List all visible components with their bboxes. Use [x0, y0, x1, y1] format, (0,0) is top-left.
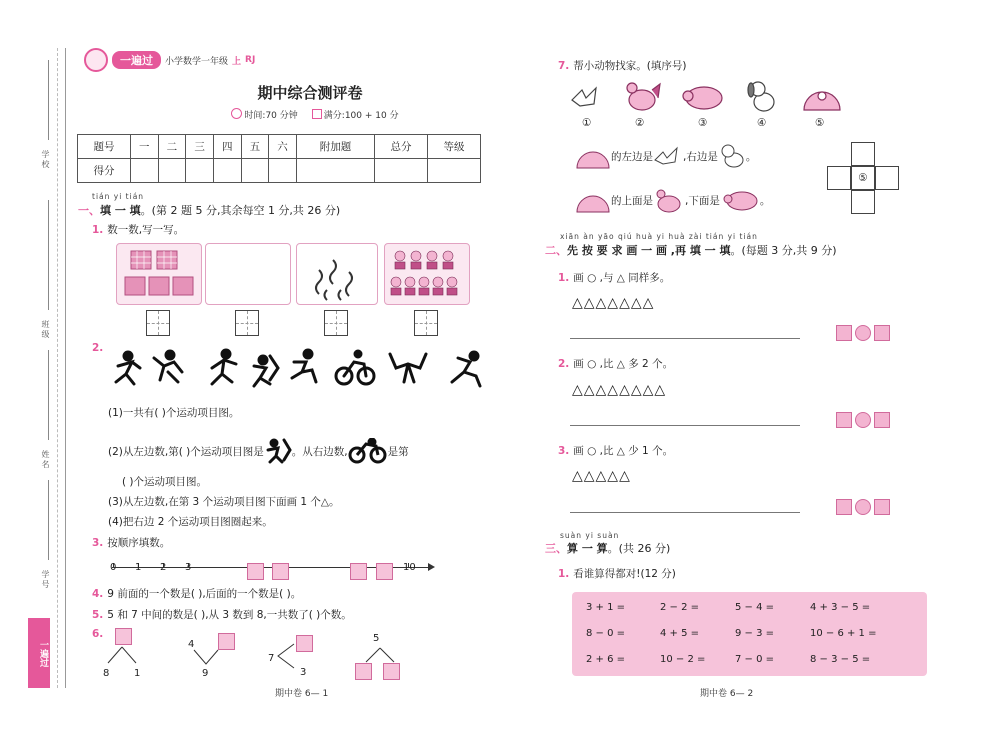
tree-right: 9	[202, 668, 209, 679]
bird-icon	[572, 88, 596, 106]
answer-box[interactable]	[235, 310, 259, 336]
rating-circle-icon[interactable]	[855, 412, 871, 428]
margin-rule	[48, 350, 49, 440]
nl-label: 2	[160, 562, 167, 573]
q1-5-text: 5 和 7 中间的数是( ),从 3 数到 8,一共数了( )个数。	[107, 609, 352, 621]
tree-left: 8	[103, 668, 110, 679]
score-input-cell[interactable]	[130, 159, 158, 183]
archery-icon	[264, 438, 292, 464]
rating-circle-icon[interactable]	[855, 325, 871, 341]
sport-icon	[254, 356, 278, 386]
answer-box[interactable]	[146, 310, 170, 336]
peacock-icon	[804, 92, 840, 110]
q1-3-text: 按顺序填数。	[107, 537, 171, 549]
calc-item: 8 − 3 − 5 =	[810, 654, 871, 665]
number-blank-box[interactable]	[376, 563, 393, 580]
animal-label: ④	[757, 117, 767, 129]
calc-item: 5 − 4 =	[735, 602, 775, 613]
margin-label-number: 学号	[41, 570, 50, 590]
margin-label-name: 姓名	[41, 450, 50, 470]
q1-2-number: 2.	[92, 342, 104, 354]
q1-6-number: 6.	[92, 628, 104, 640]
q1-5-number: 5.	[92, 609, 104, 621]
calc-item: 4 + 5 =	[660, 628, 700, 639]
nl-label: 10	[403, 562, 416, 573]
sport-icon	[336, 351, 374, 384]
q1-5	[92, 607, 352, 622]
q1-2-b-text: (2)从左边数,第( )个运动项目图是	[108, 445, 264, 458]
q1-3	[92, 535, 170, 550]
answer-box[interactable]	[414, 310, 438, 336]
check-icon	[312, 109, 322, 119]
sport-icon	[292, 350, 316, 382]
house-top[interactable]	[851, 142, 875, 166]
score-header-cell: 二	[158, 135, 186, 159]
animal-label: ⑤	[815, 117, 825, 129]
section1-title: 填 一 填	[100, 204, 141, 217]
brand-vertical-text: 一遍过	[38, 639, 48, 667]
calc-item: 7 − 0 =	[735, 654, 775, 665]
triangles: △△△△△	[572, 468, 631, 484]
page-number-right: 期中卷 6— 2	[700, 689, 754, 699]
rating-circle-icon[interactable]	[855, 499, 871, 515]
section3-heading: 三、算 一 算。(共 26 分)	[545, 542, 671, 555]
section2-heading: 二、先 按 要 求 画 一 画 ,再 填 一 填。(每题 3 分,共 9 分)	[545, 244, 837, 257]
q1-2-b	[108, 438, 409, 464]
nl-label: 1	[135, 562, 142, 573]
section1-pinyin: tián yi tián	[92, 192, 145, 201]
q3-1: 1. 看谁算得都对!(12 分)	[558, 568, 676, 580]
q1-3-number: 3.	[92, 537, 104, 549]
rating-square-icon[interactable]	[874, 499, 890, 515]
tree-top: 5	[373, 633, 380, 644]
q1-4-text: 9 前面的一个数是( ),后面的一个数是( )。	[107, 588, 302, 600]
triangles: △△△△△△△△	[572, 382, 667, 398]
empty-frame	[205, 243, 291, 305]
section1-note: 。(第 2 题 5 分,其余每空 1 分,共 26 分)	[140, 204, 341, 217]
answer-box[interactable]	[324, 310, 348, 336]
score-table-header-row	[78, 135, 481, 159]
house-bottom[interactable]	[851, 190, 875, 214]
animal-label: ①	[582, 117, 592, 129]
cube-blocks-icon	[117, 244, 201, 304]
sport-icon	[452, 352, 480, 386]
steam-frame	[296, 243, 378, 305]
score-input-cell[interactable]	[375, 159, 428, 183]
margin-rule	[48, 60, 49, 140]
tree-branches	[102, 645, 142, 665]
calc-item: 3 + 1 =	[586, 602, 626, 613]
rating-square-icon[interactable]	[836, 412, 852, 428]
brand-subtitle: 小学数学一年级	[165, 56, 229, 67]
q1-1	[92, 222, 184, 237]
q7	[558, 58, 687, 73]
tree-blank-box[interactable]	[355, 663, 372, 680]
number-blank-box[interactable]	[350, 563, 367, 580]
q1-2-b-cont: ( )个运动项目图。	[122, 476, 208, 488]
q7-number: 7.	[558, 60, 570, 72]
score-header-cell: 等级	[427, 135, 480, 159]
dog-icon	[748, 82, 774, 111]
calc-item: 2 + 6 =	[586, 654, 626, 665]
q1-1-number: 1.	[92, 224, 104, 236]
score-input-cell[interactable]	[296, 159, 374, 183]
peacock-icon	[575, 186, 611, 214]
q1-2-a: (1)一共有( )个运动项目图。	[108, 407, 240, 419]
dog-icon	[718, 143, 746, 169]
tree-blank-box[interactable]	[383, 663, 400, 680]
q1-2-c: (3)从左边数,在第 3 个运动项目图下面画 1 个△。	[108, 496, 340, 508]
pig-icon	[720, 187, 760, 213]
page-title: 期中综合测评卷	[257, 84, 363, 102]
flowerpot-frame	[384, 243, 470, 305]
cube-blocks-frame	[116, 243, 202, 305]
q1-4-number: 4.	[92, 588, 104, 600]
cycling-icon	[348, 438, 388, 464]
score-info: 满分:100 + 10 分	[312, 108, 399, 121]
q1-4	[92, 586, 301, 601]
tree-top: 7	[268, 653, 275, 664]
score-input-cell[interactable]	[427, 159, 480, 183]
rooster-icon	[627, 83, 660, 110]
calc-item: 10 − 2 =	[660, 654, 706, 665]
rooster-icon	[653, 186, 685, 214]
q2-3: 3. 画 ○ ,比 △ 少 1 个。	[558, 445, 674, 457]
score-table	[77, 134, 481, 183]
score-header-cell: 六	[269, 135, 297, 159]
number-blank-box[interactable]	[272, 563, 289, 580]
answer-line[interactable]	[570, 512, 800, 513]
tree-right: 1	[134, 668, 141, 679]
score-header-cell: 题号	[78, 135, 131, 159]
nl-label: 0	[110, 562, 117, 573]
calc-item: 2 − 2 =	[660, 602, 700, 613]
calc-item: 10 − 6 + 1 =	[810, 628, 877, 639]
q1-2-b-text: 是第	[387, 445, 409, 458]
score-header-cell: 四	[213, 135, 241, 159]
sport-icon	[390, 354, 426, 382]
q1-2-b-text: 。从右边数,	[291, 445, 348, 458]
time-info: 时间:70 分钟	[231, 108, 297, 121]
margin-label-school: 学校	[41, 150, 50, 170]
animal-label: ③	[698, 117, 708, 129]
house-left[interactable]	[827, 166, 851, 190]
rating-square-icon[interactable]	[836, 325, 852, 341]
tree-blank-box[interactable]	[218, 633, 235, 650]
q1-2-d: (4)把右边 2 个运动项目图圈起来。	[108, 516, 273, 528]
bird-icon	[653, 144, 683, 168]
calc-item: 4 + 3 − 5 =	[810, 602, 871, 613]
brand-header	[84, 52, 255, 68]
pig-icon	[683, 87, 722, 109]
answer-line[interactable]	[570, 425, 800, 426]
calc-item: 9 − 3 =	[735, 628, 775, 639]
answer-line[interactable]	[570, 338, 800, 339]
section1-heading	[78, 202, 340, 218]
margin-rule	[48, 480, 49, 560]
q1-1-text: 数一数,写一写。	[107, 224, 185, 236]
sport-icon	[154, 351, 182, 382]
sport-icon	[116, 352, 140, 384]
score-table-input-row	[78, 159, 481, 183]
calc-item: 8 − 0 =	[586, 628, 626, 639]
brand-vertical-logo	[28, 618, 50, 688]
score-header-cell: 总分	[375, 135, 428, 159]
q7-text: 帮小动物找家。(填序号)	[573, 60, 687, 72]
brand-badge: 上	[232, 56, 242, 67]
score-header-cell: 一	[130, 135, 158, 159]
house-center: ⑤	[851, 166, 875, 190]
score-input-cell[interactable]	[269, 159, 297, 183]
section3-pinyin: suàn yi suàn	[560, 531, 620, 540]
page-number-left: 期中卷 6— 1	[275, 689, 329, 699]
flowerpot-icon	[385, 244, 469, 304]
section2-pinyin: xiān àn yāo qiú huà yi huà zài tián yi tián	[560, 232, 758, 241]
brand-name: 一遍过	[112, 51, 161, 69]
rating-square-icon[interactable]	[874, 412, 890, 428]
margin-label-class: 班级	[41, 320, 50, 340]
score-input-cell[interactable]	[186, 159, 214, 183]
section1-number: 一、	[78, 204, 100, 217]
brand-flower-icon	[84, 48, 108, 72]
brand-edition: RJ	[245, 55, 256, 65]
nl-label: 3	[185, 562, 192, 573]
number-line-arrow-icon	[428, 563, 435, 571]
q2-2: 2. 画 ○ ,比 △ 多 2 个。	[558, 358, 674, 370]
score-header-cell: 附加题	[296, 135, 374, 159]
rating-square-icon[interactable]	[836, 499, 852, 515]
rating-square-icon[interactable]	[874, 325, 890, 341]
sports-pictograms	[108, 348, 488, 388]
score-header-cell: 五	[241, 135, 269, 159]
sport-icon	[212, 350, 236, 384]
house-right[interactable]	[875, 166, 899, 190]
score-input-cell[interactable]	[241, 159, 269, 183]
steam-icon	[297, 244, 377, 304]
score-row-label: 得分	[78, 159, 131, 183]
score-input-cell[interactable]	[158, 159, 186, 183]
tree-right: 3	[300, 667, 307, 678]
animal-label: ②	[635, 117, 645, 129]
tree-branches	[276, 642, 296, 672]
q7-line1: 的左边是 ,右边是 。	[575, 142, 756, 170]
margin-rule	[48, 200, 49, 310]
binding-dash-line	[57, 48, 58, 688]
q2-1: 1. 画 ○ ,与 △ 同样多。	[558, 272, 671, 284]
clock-icon	[231, 108, 242, 119]
triangles: △△△△△△△	[572, 295, 655, 311]
score-header-cell: 三	[186, 135, 214, 159]
exam-meta	[195, 108, 435, 121]
tree-top: 4	[188, 639, 195, 650]
animals-row	[568, 80, 848, 116]
number-blank-box[interactable]	[247, 563, 264, 580]
tree-blank-box[interactable]	[296, 635, 313, 652]
score-input-cell[interactable]	[213, 159, 241, 183]
tree-blank-box[interactable]	[115, 628, 132, 645]
peacock-icon	[575, 142, 611, 170]
q7-line2: 的上面是 ,下面是 。	[575, 186, 770, 214]
binding-line	[65, 48, 66, 688]
